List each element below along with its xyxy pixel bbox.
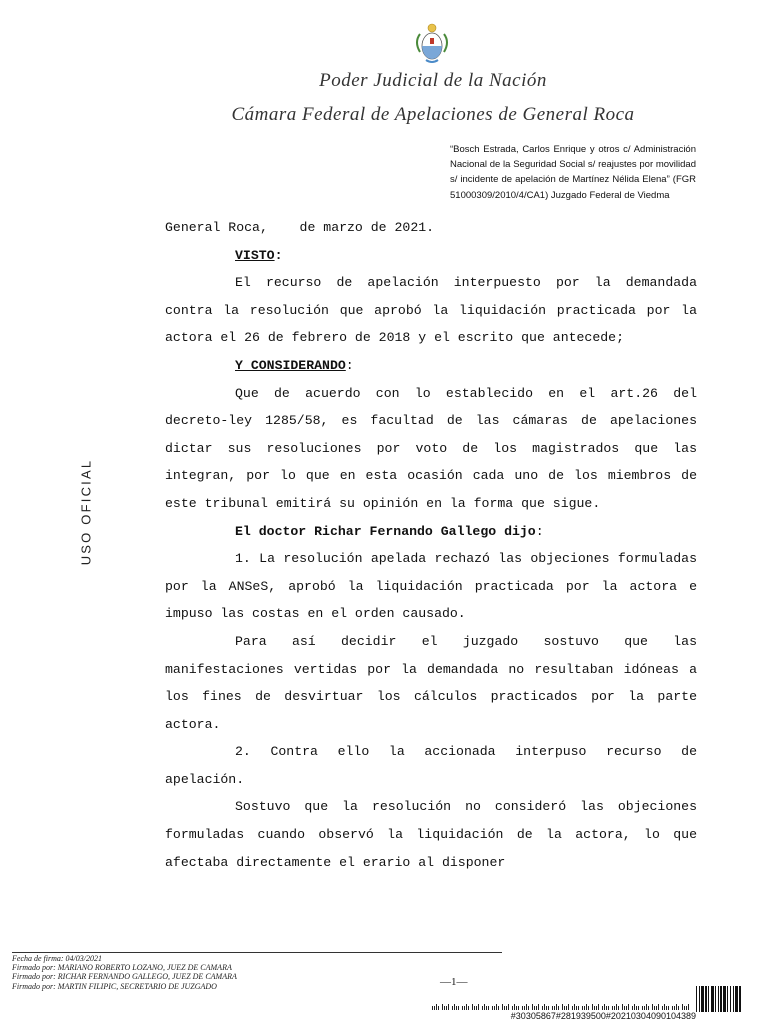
barcode-number: #30305867#281939500#20210304090104389	[510, 1011, 696, 1021]
considerando-colon: :	[345, 357, 354, 373]
footer-divider	[12, 952, 502, 953]
document-body	[165, 214, 697, 876]
signature-date: Fecha de firma: 04/03/2021	[12, 954, 102, 963]
page-number: —1—	[440, 976, 468, 988]
signature-line: Firmado por: MARTIN FILIPIC, SECRETARIO DE JUZGADO	[12, 981, 217, 991]
paragraph-4: Sostuvo que la resolución no consideró las objeciones formuladas cuando observó la liquidación de la actora, lo que afectaba directamente el erario al disponer	[165, 799, 697, 870]
signature-block	[12, 954, 432, 991]
side-label: USO OFICIAL	[78, 458, 94, 566]
barcode-icon	[696, 986, 760, 1012]
visto-colon: :	[274, 247, 283, 263]
date-line: General Roca, de marzo de 2021.	[165, 220, 435, 235]
case-caption: “Bosch Estrada, Carlos Enrique y otros c/ Administración Nacional de la Seguridad Social s/ reajustes por movilidad s/ incidente de apelación de Martínez Nélida Elena” (FGR 51000309/2010/4/CA1) Juzgado Federal de Viedma	[450, 144, 696, 201]
court-header-line2: Cámara Federal de Apelaciones de General Roca	[231, 104, 635, 125]
considerando-heading: Y CONSIDERANDO	[235, 357, 346, 373]
visto-heading: VISTO	[235, 247, 275, 263]
visto-heading-line	[165, 242, 697, 270]
judge-heading-line	[165, 518, 697, 546]
paragraph-1: 1. La resolución apelada rechazó las objeciones formuladas por la ANSeS, aprobó la liquidación practicada por la actora e impuso las costas en el orden causado.	[165, 551, 697, 622]
argentina-coat-of-arms-icon	[412, 22, 452, 66]
paragraph-3: 2. Contra ello la accionada interpuso recurso de apelación.	[165, 744, 697, 787]
judge-heading: El doctor Richar Fernando Gallego dijo	[235, 523, 536, 539]
considerando-heading-line	[165, 352, 697, 380]
visto-paragraph: El recurso de apelación interpuesto por la demandada contra la resolución que aprobó la liquidación practicada por la actora el 26 de febrero de 2018 y el escrito que antecede;	[165, 275, 697, 346]
signature-line: Firmado por: MARIANO ROBERTO LOZANO, JUEZ DE CAMARA	[12, 963, 232, 973]
paragraph-2: Para así decidir el juzgado sostuvo que las manifestaciones vertidas por la demandada no resultaban idóneas a los fines de desvirtuar los cálculos practicados por la parte actora.	[165, 633, 697, 732]
dot-strip	[430, 1004, 690, 1010]
considerando-paragraph: Que de acuerdo con lo establecido en el art.26 del decreto-ley 1285/58, es facultad de las cámaras de apelaciones dictar sus resoluciones por voto de los magistrados que las integran, por lo que en esta ocasión cada uno de los miembros de este tribunal emitirá su opinión en la forma que sigue.	[165, 385, 697, 511]
court-header-line1: Poder Judicial de la Nación	[319, 70, 547, 91]
signature-line: Firmado por: RICHAR FERNANDO GALLEGO, JUEZ DE CAMARA	[12, 972, 237, 982]
judge-colon: :	[535, 523, 544, 539]
